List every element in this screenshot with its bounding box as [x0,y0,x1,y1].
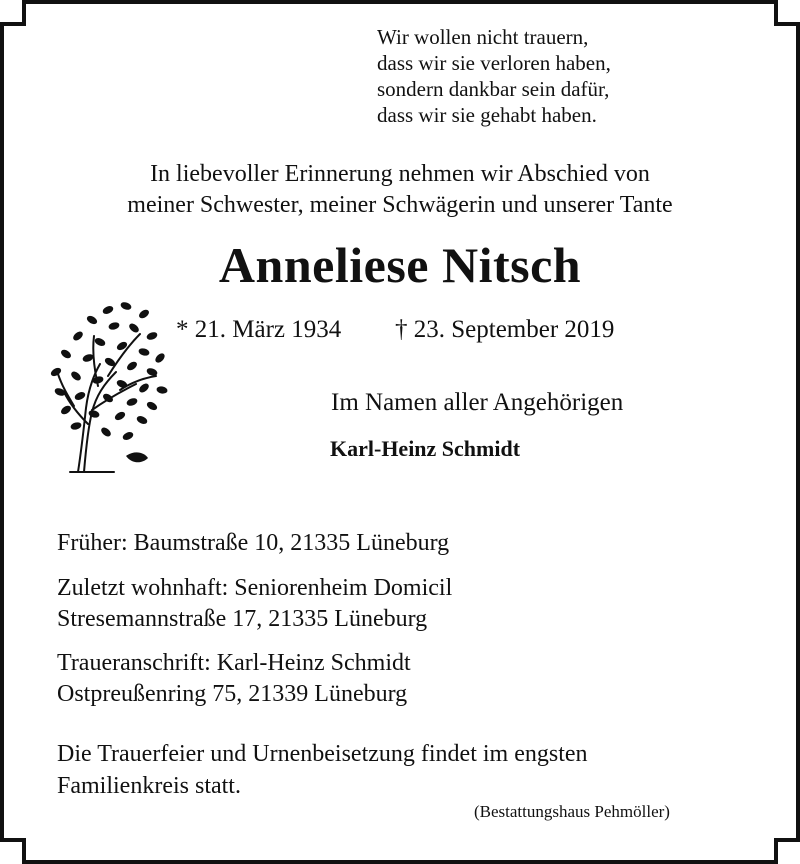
address-line: Ostpreußenring 75, 21339 Lüneburg [57,681,408,707]
funeral-home: (Bestattungshaus Pehmöller) [474,802,670,821]
mourning-address [57,648,411,710]
ceremony-note [57,738,588,802]
signer-name: Karl-Heinz Schmidt [330,436,521,461]
former-address [57,528,449,559]
poem-line: dass wir sie gehabt haben. [377,103,597,127]
on-behalf-text: Im Namen aller Angehörigen [331,389,624,416]
address-line: Traueranschrift: Karl-Heinz Schmidt [57,650,411,676]
last-residence [57,573,452,635]
falling-leaf-icon [126,452,148,462]
intro-line: In liebevoller Erinnerung nehmen wir Abschied von [150,161,650,187]
deceased-name: Anneliese Nitsch [218,237,582,293]
address-line: Stresemannstraße 17, 21335 Lüneburg [57,606,428,632]
ceremony-line: Familienkreis statt. [57,773,241,799]
address-line: Zuletzt wohnhaft: Seniorenheim Domicil [57,575,453,601]
tree-icon [48,296,170,478]
address-line: Früher: Baumstraße 10, 21335 Lüneburg [57,530,450,556]
intro-line: meiner Schwester, meiner Schwägerin und unserer Tante [127,192,673,218]
poem-line: dass wir sie verloren haben, [377,51,611,75]
poem [377,24,611,128]
death-date: † 23. September 2019 [395,316,615,343]
ceremony-line: Die Trauerfeier und Urnenbeisetzung findet im engsten [57,741,588,767]
poem-line: Wir wollen nicht trauern, [377,25,589,49]
poem-line: sondern dankbar sein dafür, [377,77,610,101]
intro-text [0,159,800,221]
birth-date: * 21. März 1934 [176,316,342,343]
